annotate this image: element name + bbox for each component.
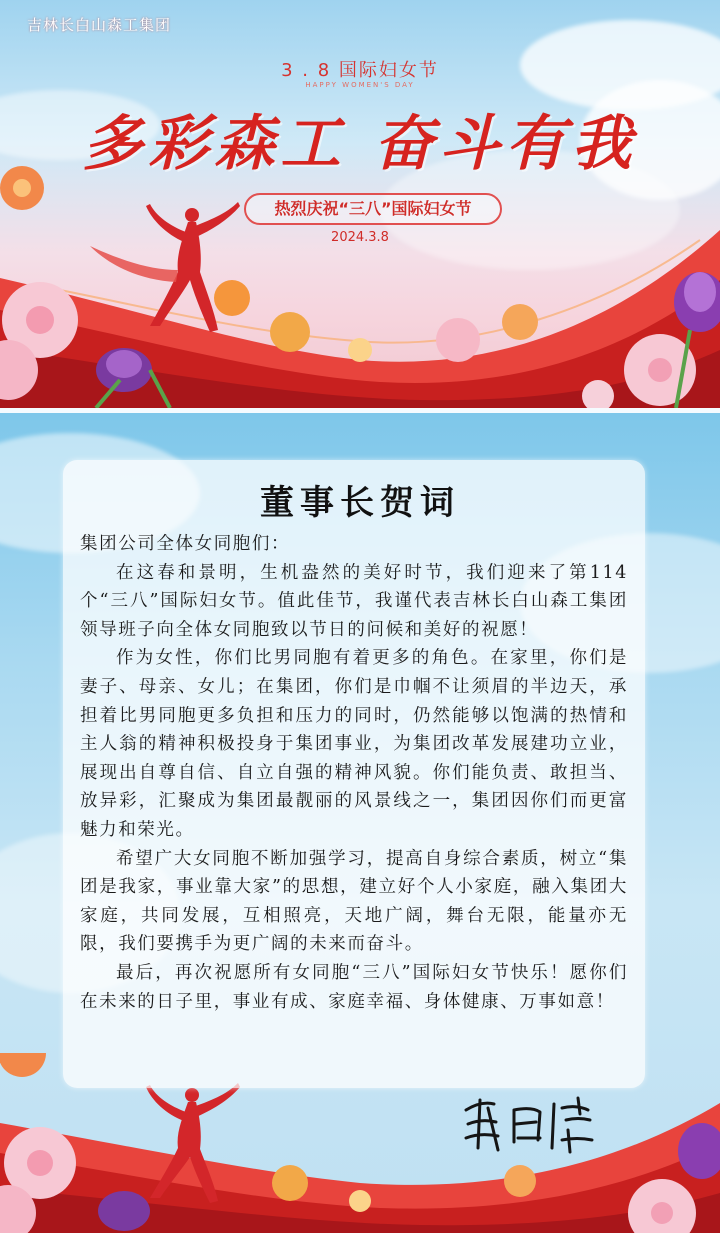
festival-banner [0, 0, 720, 408]
letter-title: 董事长贺词 [260, 483, 460, 523]
banner-decoration [0, 160, 720, 408]
festival-name: 3 . 8 国际妇女节 [281, 60, 439, 81]
banner-subtitle: 热烈庆祝“三八”国际妇女节 [244, 193, 502, 225]
letter-salutation: 集团公司全体女同胞们： [80, 534, 291, 554]
letter-body [80, 530, 628, 1016]
signature-icon [458, 1090, 608, 1160]
letter-paragraph: 最后，再次祝愿所有女同胞“三八”国际妇女节快乐！愿你们在未来的日子里，事业有成、家庭幸福、身体健康、万事如意！ [80, 962, 628, 1012]
company-name: 吉林长白山森工集团 [27, 16, 172, 34]
banner-date: 2024.3.8 [331, 230, 389, 245]
letter-paragraph: 作为女性，你们比男同胞有着更多的角色。在家里，你们是妻子、母亲、女儿；在集团，你们是巾帼不让须眉的半边天，承担着比男同胞更多负担和压力的同时，仍然能够以饱满的热情和主人翁的精神积极投身于集团事业，为集团改革发展建功立业，展现出自尊自信、自立自强的精神风貌。你们能负责、敢担当、放异彩，汇聚成为集团最靓丽的风景线之一，集团因你们而更富魅力和荣光。 [80, 648, 628, 840]
banner-title: 多彩森工 奋斗有我 [82, 109, 638, 179]
letter-paragraph: 希望广大女同胞不断加强学习，提高自身综合素质，树立“集团是我家，事业靠大家”的思想，建立好个人小家庭，融入集团大家庭，共同发展，互相照亮，天地广阔，舞台无限，能量亦无限，我们要携手为更广阔的未来而奋斗。 [80, 848, 628, 955]
festival-english: HAPPY WOMEN'S DAY [305, 81, 415, 89]
letter-paragraph: 在这春和景明，生机盎然的美好时节，我们迎来了第114个“三八”国际妇女节。值此佳节，我谨代表吉林长白山森工集团领导班子向全体女同胞致以节日的问候和美好的祝愿！ [80, 562, 628, 640]
